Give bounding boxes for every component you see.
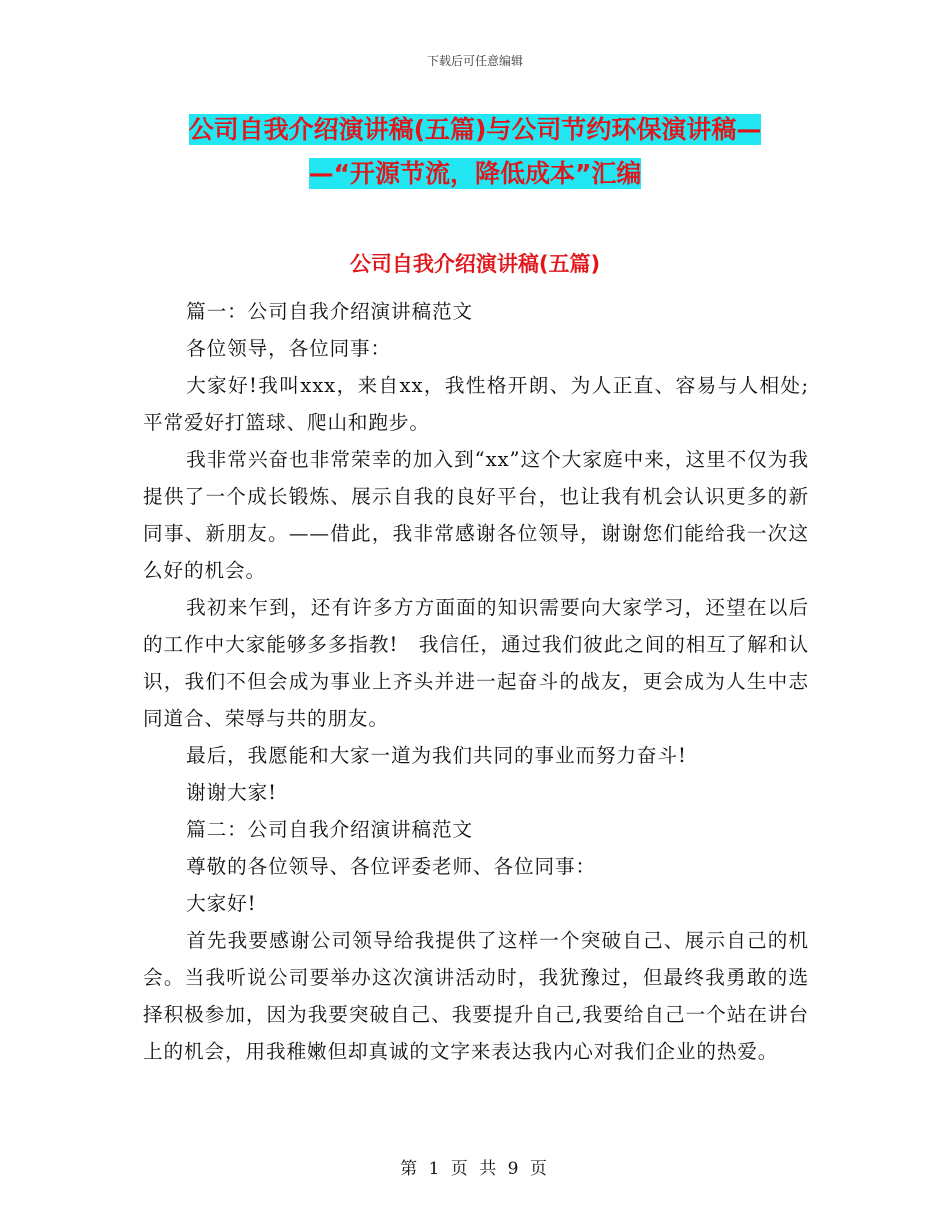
paragraph: 大家好!我叫xxx，来自xx，我性格开朗、为人正直、容易与人相处;平常爱好打篮球、爬山和跑步。 (143, 374, 809, 434)
title-line-2: —“开源节流，降低成本”汇编 (308, 159, 642, 188)
paragraph: 最后，我愿能和大家一道为我们共同的事业而努力奋斗! (186, 744, 687, 767)
title-line-1: 公司自我介绍演讲稿(五篇)与公司节约环保演讲稿— (188, 115, 762, 144)
section-title: 公司自我介绍演讲稿(五篇) (349, 252, 601, 276)
paragraph: 各位领导，各位同事： (186, 337, 392, 360)
document-title (150, 108, 800, 196)
paragraph: 尊敬的各位领导、各位评委老师、各位同事： (186, 855, 596, 878)
paragraph: 首先我要感谢公司领导给我提供了这样一个突破自己、展示自己的机会。当我听说公司要举办这次演讲活动时，我犹豫过，但最终我勇敢的选择积极参加，因为我要突破自己、我要提升自己,我要给自己一个站在讲台上的机会，用我稚嫩但却真诚的文字来表达我内心对我们企业的热爱。 (143, 929, 809, 1063)
document-body (143, 293, 809, 1070)
paragraph: 我非常兴奋也非常荣幸的加入到“xx”这个大家庭中来，这里不仅为我提供了一个成长锻炼、展示自我的良好平台，也让我有机会认识更多的新同事、新朋友。——借此，我非常感谢各位领导，谢谢您们能给我一次这么好的机会。 (143, 448, 809, 582)
header-note: 下载后可任意编辑 (426, 54, 523, 68)
paragraph: 篇一：公司自我介绍演讲稿范文 (186, 300, 474, 323)
paragraph: 大家好! (186, 892, 257, 915)
paragraph: 篇二：公司自我介绍演讲稿范文 (186, 818, 474, 841)
paragraph: 我初来乍到，还有许多方方面面的知识需要向大家学习，还望在以后的工作中大家能够多多指教! 我信任，通过我们彼此之间的相互了解和认识，我们不但会成为事业上齐头并进一起奋斗的战友，更会成为人生中志同道合、荣辱与共的朋友。 (143, 596, 809, 730)
paragraph: 谢谢大家! (186, 781, 277, 804)
page-number-footer: 第 1 页 共 9 页 (400, 1159, 550, 1179)
